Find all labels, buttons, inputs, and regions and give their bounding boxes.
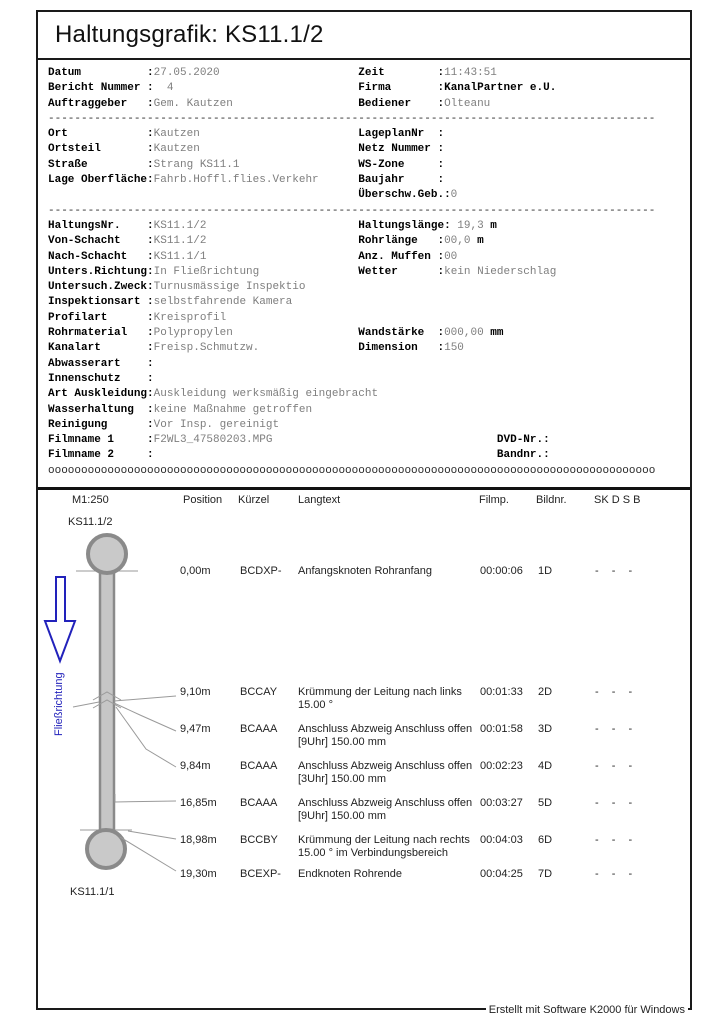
end-node-label: KS11.1/1 — [70, 886, 115, 898]
langtext-cell: Krümmung der Leitung nach rechts 15.00 ° im Verbindungsbereich — [298, 834, 470, 859]
observation-row — [180, 723, 685, 759]
info-line: Profilart :Kreisprofil — [48, 311, 227, 324]
position-cell: 9,84m — [180, 760, 211, 772]
langtext-cell: Anschluss Abzweig Anschluss offen [3Uhr] 150.00 mm — [298, 760, 473, 785]
bildnr-cell: 7D — [538, 868, 553, 880]
graphic-section — [38, 490, 690, 1008]
filmposition-cell: 00:01:33 — [480, 686, 523, 698]
bildnr-cell: 1D — [538, 565, 553, 577]
kuerzel-cell: BCEXP- — [240, 868, 281, 880]
observation-row — [180, 797, 685, 833]
langtext-cell: Anschluss Abzweig Anschluss offen [9Uhr] 150.00 mm — [298, 797, 473, 822]
kuerzel-cell: BCCAY — [240, 686, 278, 698]
leader-line — [120, 837, 176, 871]
observation-row — [180, 760, 685, 796]
position-cell: 18,98m — [180, 834, 217, 846]
info-line: Filmname 2 : Bandnr.: — [48, 449, 550, 462]
filmposition-cell: 00:03:27 — [480, 797, 523, 809]
info-line: Ort :Kautzen LageplanNr : — [48, 128, 445, 141]
info-line: HaltungsNr. :KS11.1/2 Haltungslänge: 19,3 m — [48, 219, 497, 232]
info-line: Von-Schacht :KS11.1/2 Rohrlänge :00,0 m — [48, 235, 484, 248]
observation-row — [180, 868, 685, 904]
observation-row — [180, 565, 685, 601]
bildnr-cell: 5D — [538, 797, 553, 809]
position-cell: 9,47m — [180, 723, 211, 735]
bildnr-cell: 2D — [538, 686, 553, 698]
filmposition-cell: 00:04:25 — [480, 868, 523, 880]
leader-line — [116, 707, 176, 767]
flow-direction-label: Fließrichtung — [53, 672, 65, 736]
skdsb-cell: - - - — [595, 868, 634, 880]
info-line: Untersuch.Zweck:Turnusmässige Inspektio — [48, 281, 306, 294]
info-line: Innenschutz : — [48, 372, 154, 385]
info-section — [38, 60, 690, 487]
info-line: Lage Oberfläche:Fahrb.Hoffl.flies.Verkehr Baujahr : — [48, 174, 445, 187]
skdsb-cell: - - - — [595, 565, 634, 577]
info-line: Überschw.Geb.:0 — [48, 189, 458, 202]
info-line: Inspektionsart :selbstfahrende Kamera — [48, 296, 293, 309]
filmposition-cell: 00:04:03 — [480, 834, 523, 846]
bildnr-cell: 6D — [538, 834, 553, 846]
info-line: Filmname 1 :F2WL3_47580203.MPG DVD-Nr.: — [48, 434, 550, 447]
observation-row — [180, 834, 685, 870]
skdsb-cell: - - - — [595, 723, 634, 735]
column-header-filmp: Filmp. — [479, 494, 509, 506]
filmposition-cell: 00:02:23 — [480, 760, 523, 772]
info-line: Art Auskleidung:Auskleidung werksmäßig eingebracht — [48, 388, 379, 401]
start-manhole-circle — [88, 535, 126, 573]
bildnr-cell: 3D — [538, 723, 553, 735]
kuerzel-cell: BCDXP- — [240, 565, 282, 577]
bildnr-cell: 4D — [538, 760, 553, 772]
report-page — [36, 10, 692, 1016]
info-line: Unters.Richtung:In Fließrichtung Wetter :kein Niederschlag — [48, 265, 557, 278]
kuerzel-cell: BCAAA — [240, 760, 278, 772]
info-line: Nach-Schacht :KS11.1/1 Anz. Muffen :00 — [48, 250, 458, 263]
position-cell: 9,10m — [180, 686, 211, 698]
langtext-cell: Anfangsknoten Rohranfang — [298, 565, 432, 577]
position-cell: 0,00m — [180, 565, 211, 577]
observation-row — [180, 686, 685, 722]
info-rule-line: oooooooooooooooooooooooooooooooooooooooooooooooooooooooooooooooooooooooooooooooooooooooooooo — [48, 464, 656, 477]
position-cell: 16,85m — [180, 797, 217, 809]
column-header-langtext: Langtext — [298, 494, 341, 506]
scale-label: M1:250 — [72, 494, 109, 506]
info-line: Wasserhaltung :keine Maßnahme getroffen — [48, 403, 313, 416]
info-line: Rohrmaterial :Polypropylen Wandstärke :000,00 mm — [48, 327, 504, 340]
info-line: Reinigung :Vor Insp. gereinigt — [48, 418, 280, 431]
column-header-position: Position — [183, 494, 223, 506]
info-rule-line: -------------------------------------------------------------------------------------------- — [48, 204, 656, 217]
kuerzel-cell: BCAAA — [240, 723, 278, 735]
leader-line — [128, 831, 176, 839]
info-line: Abwasserart : — [48, 357, 154, 370]
info-line: Kanalart :Freisp.Schmutzw. Dimension :150 — [48, 342, 464, 355]
langtext-cell: Anschluss Abzweig Anschluss offen [9Uhr] 150.00 mm — [298, 723, 473, 748]
filmposition-cell: 00:00:06 — [480, 565, 523, 577]
column-header-skdsb: SK D S B — [594, 494, 641, 506]
start-node-label: KS11.1/2 — [68, 516, 113, 528]
info-line: Ortsteil :Kautzen Netz Nummer : — [48, 143, 445, 156]
skdsb-cell: - - - — [595, 797, 634, 809]
info-line: Auftraggeber :Gem. Kautzen Bediener :Olteanu — [48, 97, 491, 110]
info-line: Straße :Strang KS11.1 WS-Zone : — [48, 158, 445, 171]
end-manhole-circle — [87, 830, 125, 868]
flow-arrow-icon — [45, 577, 75, 661]
column-header-kuerzel: Kürzel — [238, 494, 270, 506]
info-line: Bericht Nummer : 4 Firma :KanalPartner e.U. — [48, 82, 557, 95]
column-header-bildnr: Bildnr. — [536, 494, 567, 506]
leader-line — [115, 794, 176, 802]
leader-line — [114, 696, 176, 701]
langtext-cell: Endknoten Rohrende — [298, 868, 402, 880]
footer-note: Erstellt mit Software K2000 für Windows — [486, 1004, 688, 1016]
skdsb-cell: - - - — [595, 686, 634, 698]
kuerzel-cell: BCCBY — [240, 834, 278, 846]
filmposition-cell: 00:01:58 — [480, 723, 523, 735]
position-cell: 19,30m — [180, 868, 217, 880]
skdsb-cell: - - - — [595, 760, 634, 772]
langtext-cell: Krümmung der Leitung nach links 15.00 ° — [298, 686, 462, 711]
page-title: Haltungsgrafik: KS11.1/2 — [38, 12, 690, 60]
info-rule-line: -------------------------------------------------------------------------------------------- — [48, 112, 656, 125]
info-line: Datum :27.05.2020 Zeit :11:43:51 — [48, 67, 497, 79]
kuerzel-cell: BCAAA — [240, 797, 278, 809]
skdsb-cell: - - - — [595, 834, 634, 846]
